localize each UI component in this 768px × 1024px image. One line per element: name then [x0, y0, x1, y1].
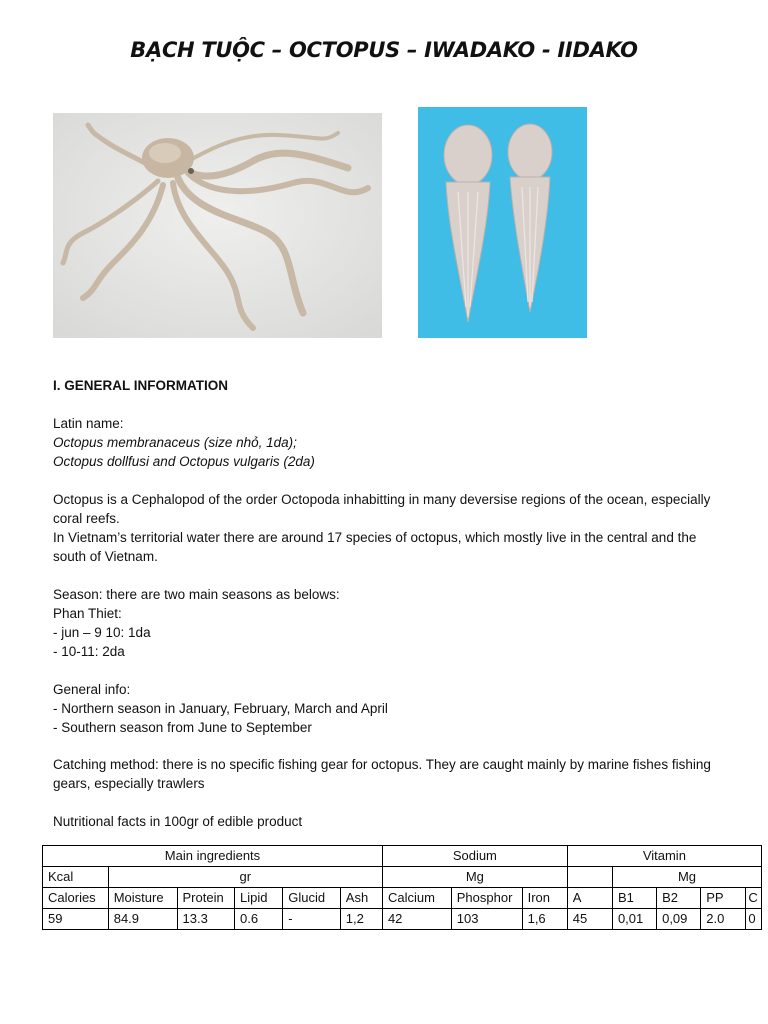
page-title: BẠCH TUỘC – OCTOPUS – IWADAKO - IIDAKO	[130, 38, 638, 62]
column-header: Moisture	[108, 888, 177, 909]
column-header: Lipid	[235, 888, 283, 909]
column-header: B1	[612, 888, 656, 909]
column-header: PP	[701, 888, 746, 909]
header-vitamin: Vitamin	[567, 846, 761, 867]
table-cell: 84.9	[108, 909, 177, 930]
table-row	[43, 909, 762, 930]
unit-blank	[567, 867, 612, 888]
column-header: Calcium	[382, 888, 451, 909]
table-row	[43, 867, 762, 888]
section-heading: I. GENERAL INFORMATION	[53, 378, 228, 393]
column-header: Iron	[522, 888, 567, 909]
latin-name-block: Latin name: Octopus membranaceus (size nhỏ, 1da); Octopus dollfusi and Octopus vulgaris (2da)	[53, 416, 315, 469]
table-cell: 13.3	[177, 909, 235, 930]
nutrition-title: Nutritional facts in 100gr of edible product	[53, 814, 303, 829]
catching-method-block: Catching method: there is no specific fishing gear for octopus. They are caught mainly by marine fishes fishing gears, especially trawlers	[53, 757, 711, 791]
table-cell: 59	[43, 909, 109, 930]
unit-mg-sodium: Mg	[382, 867, 567, 888]
table-cell: 0.6	[235, 909, 283, 930]
table-cell: 2.0	[701, 909, 746, 930]
column-header: Protein	[177, 888, 235, 909]
table-row	[43, 888, 762, 909]
octopus-photo-whole	[53, 113, 382, 338]
column-header: Phosphor	[451, 888, 522, 909]
header-main-ingredients: Main ingredients	[43, 846, 383, 867]
general-info-block: General info: - Northern season in January, February, March and April - Southern season from June to September	[53, 682, 388, 735]
column-header: Ash	[340, 888, 382, 909]
table-cell: 1,2	[340, 909, 382, 930]
table-cell: 45	[567, 909, 612, 930]
header-sodium: Sodium	[382, 846, 567, 867]
table-row	[43, 846, 762, 867]
table-cell: 0,09	[657, 909, 701, 930]
table-cell: 0	[746, 909, 762, 930]
octopus-photo-pair	[418, 107, 587, 338]
nutrition-table	[42, 845, 762, 930]
column-header: A	[567, 888, 612, 909]
season-block: Season: there are two main seasons as belows: Phan Thiet: - jun – 9 10: 1da - 10-11: 2da	[53, 587, 340, 659]
column-header: Glucid	[283, 888, 341, 909]
unit-mg-vitamin: Mg	[612, 867, 761, 888]
column-header: C	[746, 888, 762, 909]
table-cell: 103	[451, 909, 522, 930]
column-header: B2	[657, 888, 701, 909]
column-header: Calories	[43, 888, 109, 909]
table-cell: 0,01	[612, 909, 656, 930]
unit-kcal: Kcal	[43, 867, 109, 888]
table-cell: 42	[382, 909, 451, 930]
description-block: Octopus is a Cephalopod of the order Octopoda inhabitting in many deversise regions of the ocean, especially coral reefs. In Vietnam’s territorial water there are around 17 species of octopus, which mostly live in the central and the south of Vietnam.	[53, 492, 711, 564]
table-cell: 1,6	[522, 909, 567, 930]
unit-gr: gr	[108, 867, 382, 888]
table-cell: -	[283, 909, 341, 930]
